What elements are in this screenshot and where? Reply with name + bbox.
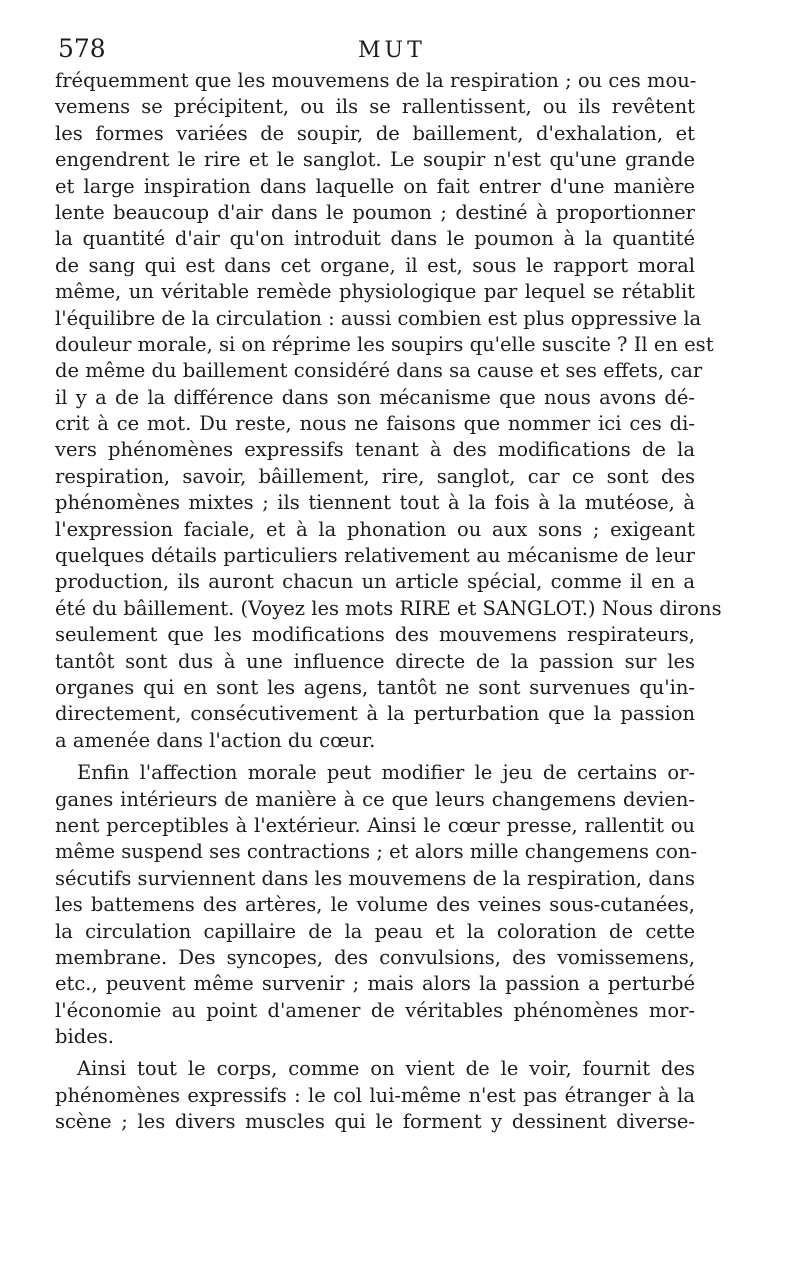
text-line: sécutifs surviennent dans les mouvemens de la respiration, dans bbox=[55, 866, 695, 890]
text-line: production, ils auront chacun un article spécial, comme il en a bbox=[55, 570, 695, 594]
text-line: lente beaucoup d'air dans le poumon ; destiné à proportionner bbox=[55, 200, 695, 224]
text-line: il y a de la différence dans son mécanisme que nous avons dé- bbox=[55, 385, 695, 409]
text-line: fréquemment que les mouvemens de la respiration ; ou ces mou- bbox=[55, 69, 697, 92]
page-number: 578 bbox=[58, 34, 106, 63]
text-line: la quantité d'air qu'on introduit dans le poumon à la quantité bbox=[55, 227, 695, 251]
text-line: douleur morale, si on réprime les soupirs qu'elle suscite ? Il en est bbox=[55, 332, 714, 356]
text-line: ganes intérieurs de manière à ce que leurs changemens devien- bbox=[55, 787, 695, 811]
text-line: scène ; les divers muscles qui le forment y dessinent diverse- bbox=[55, 1110, 695, 1134]
text-line: etc., peuvent même survenir ; mais alors la passion a perturbé bbox=[55, 972, 695, 996]
text-line: de sang qui est dans cet organe, il est, sous le rapport moral bbox=[55, 253, 695, 277]
page-header bbox=[58, 34, 698, 66]
page-body bbox=[55, 68, 722, 1136]
text-line: et large inspiration dans laquelle on fait entrer d'une manière bbox=[55, 174, 695, 198]
text-line: les battemens des artères, le volume des veines sous-cutanées, bbox=[55, 893, 695, 917]
text-line: Enfin l'affection morale peut modifier le jeu de certains or- bbox=[77, 761, 695, 785]
text-line: quelques détails particuliers relativement au mécanisme de leur bbox=[55, 544, 695, 568]
text-line: organes qui en sont les agens, tantôt ne sont survenues qu'in- bbox=[55, 675, 695, 699]
text-line: vers phénomènes expressifs tenant à des modifications de la bbox=[55, 438, 695, 462]
text-line: tantôt sont dus à une influence directe de la passion sur les bbox=[55, 649, 695, 673]
text-line: de même du baillement considéré dans sa cause et ses effets, car bbox=[55, 359, 703, 383]
text-line: l'expression faciale, et à la phonation ou aux sons ; exigeant bbox=[55, 517, 695, 541]
paragraph bbox=[55, 68, 722, 754]
text-line: seulement que les modifications des mouvemens respirateurs, bbox=[55, 623, 695, 647]
text-line: Ainsi tout le corps, comme on vient de le voir, fournit des bbox=[77, 1057, 695, 1081]
text-line: respiration, savoir, bâillement, rire, sanglot, car ce sont des bbox=[55, 464, 695, 488]
text-line: membrane. Des syncopes, des convulsions, des vomissemens, bbox=[55, 945, 695, 969]
text-line: été du bâillement. (Voyez les mots RIRE et SANGLOT.) Nous dirons bbox=[55, 596, 722, 620]
text-line: même suspend ses contractions ; et alors mille changemens con- bbox=[55, 840, 698, 864]
text-line: phénomènes expressifs : le col lui-même n'est pas étranger à la bbox=[55, 1083, 695, 1107]
text-line: directement, consécutivement à la perturbation que la passion bbox=[55, 702, 695, 726]
text-line: l'équilibre de la circulation : aussi combien est plus oppressive la bbox=[55, 306, 702, 330]
text-line: vemens se précipitent, ou ils se rallentissent, ou ils revêtent bbox=[55, 95, 695, 119]
text-line: même, un véritable remède physiologique par lequel se rétablit bbox=[55, 280, 695, 304]
paragraph bbox=[55, 1056, 695, 1135]
text-line: la circulation capillaire de la peau et la coloration de cette bbox=[55, 919, 695, 943]
text-line: nent perceptibles à l'extérieur. Ainsi le cœur presse, rallentit ou bbox=[55, 813, 695, 837]
running-head: MUT bbox=[358, 38, 426, 63]
text-line: a amenée dans l'action du cœur. bbox=[55, 728, 376, 752]
text-line: phénomènes mixtes ; ils tiennent tout à la fois à la mutéose, à bbox=[55, 491, 695, 515]
text-line: les formes variées de soupir, de baillement, d'exhalation, et bbox=[55, 121, 695, 145]
text-line: bides. bbox=[55, 1025, 114, 1049]
paragraph bbox=[55, 760, 698, 1050]
text-line: crit à ce mot. Du reste, nous ne faisons que nommer ici ces di- bbox=[55, 412, 695, 436]
text-line: engendrent le rire et le sanglot. Le soupir n'est qu'une grande bbox=[55, 148, 695, 172]
text-line: l'économie au point d'amener de véritables phénomènes mor- bbox=[55, 998, 695, 1022]
